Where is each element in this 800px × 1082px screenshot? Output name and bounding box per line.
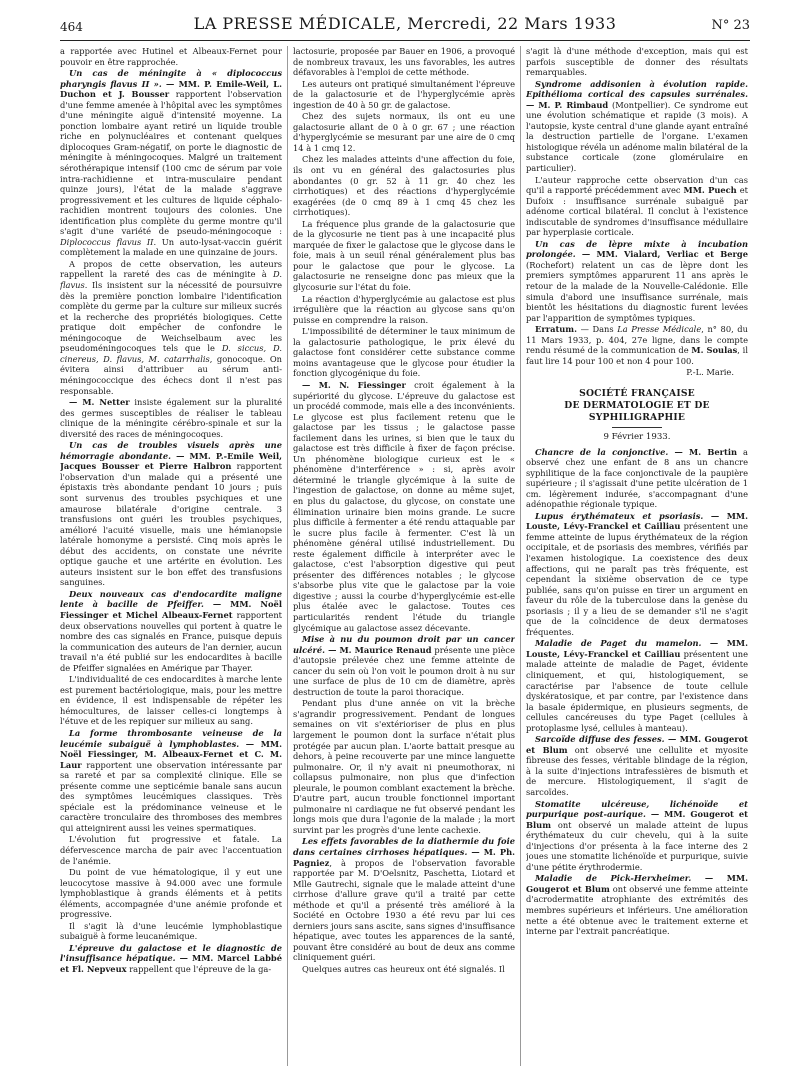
page-number: 464 — [60, 20, 83, 34]
column-left — [60, 46, 282, 1076]
paragraph: Chez des sujets normaux, ils ont eu une galactosurie allant de 0 à 0 gr. 67 ; une réaction d'hyperglycémie se mesurant par une aire de 0 cmq 14 à 1 cmq 12. — [293, 111, 515, 153]
article-authors: — M. Bertin — [668, 446, 738, 457]
paragraph: L'individualité de ces endocardites à marche lente est purement bactériologique, mais, pour les mettre en évidence, il est indispensable de répéter les hémocultures, de laisser celles-ci longtemps à l'étuve et de les repiquer sur milieux au sang. — [60, 674, 282, 727]
paragraph: A propos de cette observation, les auteurs rappellent la rareté des cas de méningite à D. flavus. Ils insistent sur la nécessité de poursuivre dès la première ponction lombaire l'identification complète du germe par la culture sur milieux sucrés et la recherche des propriétés biologiques. Cette pratique doit empêcher de confondre le méningocoque de Weichselbaum avec les pseudoméningocoques tels que le D. siccus, D. cinereus, D. flavus, M. catarrhalis, gonocoque. On évitera ainsi d'attribuer au sérum anti-méningococcique des échecs dont il n'est pas responsable. — [60, 258, 282, 396]
article-title: Stomatite ulcéreuse, lichénoïde et purpurique post-aurique. — [526, 798, 748, 820]
article-authors: — MM. P.-Emile Weil, Jacques Bousser et Pierre Halbron — [60, 450, 282, 472]
article-lupus: Lupus érythémateux et psoriasis. — MM. Louste, Lévy-Franckel et Cailliau présentent une femme atteinte de lupus érythémateux de la région occipitale, et de psoriasis des membres, vérifiés par l'examen histologique. La coexistence des deux affections, qui ne paraît pas très fréquente, est cependant la sixième observation de ce type publiée, sans qu'on puisse en tirer un argument en faveur du rôle de la tuberculose dans la genèse du psoriasis ; il y a lieu de se demander s'il ne s'agit que de la coïncidence de deux dermatoses fréquentes. — [526, 510, 748, 637]
article-authors: — MM. Louste, Lévy-Franckel et Cailliau — [526, 510, 748, 532]
paragraph: L'auteur rapproche cette observation d'un cas qu'il a rapporté précédemment avec MM. Puech et Dufoix : insuffisance surrénale subaiguë par adénome cortical bilatéral. Il conclut à l'existence indiscutable de syndromes d'insuffisance médullaire par hyperplasie corticale. — [526, 174, 748, 238]
article-addisonien: Syndrome addisonien à évolution rapide. Epithélioma cortical des capsules surrénales. — M. P. Rimbaud (Montpellier). Ce syndrome eut une évolution schématique et rapide (3 mois). A l'autopsie, kyste central d'une glande ayant entraîné la destruction partielle de l'organe. L'examen histologique révéla un adénome malin bilatéral de la substance corticale (zone glomérulaire en particulier). — [526, 78, 748, 174]
issue-number: N° 23 — [711, 18, 750, 33]
article-endocardite: Deux nouveaux cas d'endocardite maligne lente à bacille de Pfeiffer. — MM. Noël Fiessinger et Michel Albeaux-Fernet rapportent deux observations nouvelles qui portent à quatre le nombre des cas signalés en France, puisque depuis la communication des auteurs de l'an dernier, aucun travail n'a été publié sur les endocardites à bacille de Pfeiffer signalées en Amérique par Thayer. — [60, 588, 282, 673]
paragraph: L'évolution fut progressive et fatale. La défervescence marcha de pair avec l'accentuation de l'anémie. — [60, 834, 282, 866]
header-rule — [60, 40, 750, 41]
article-stomatite: Stomatite ulcéreuse, lichénoïde et purpurique post-aurique. — MM. Gougerot et Blum ont observé un malade atteint de lupus érythémateux du cuir chevelu, qui à la suite d'injections d'or présenta à la face interne des 2 joues une stomatite lichénoïde et purpurique, suivie d'une pétite érythrodermie. — [526, 798, 748, 872]
paragraph: Du point de vue hématologique, il y eut une leucocytose massive à 94.000 avec une formule lymphoblastique à grands éléments et à petits éléments, accompagnée d'une anémie profonde et progressive. — [60, 867, 282, 920]
article-title: Un cas de lèpre mixte à incubation prolongée. — [526, 238, 748, 260]
article-authors: — M. Maurice Renaud — [325, 644, 432, 655]
article-authors: — M. Ph. Pagniez — [293, 847, 515, 868]
paragraph: — M. N. Fiessinger croit également à la supériorité du glycose. L'épreuve du galactose est un procédé commode, mais elle a des inconvénients. Le glycose est plus facilement retenu que le galactose par les tissus ; le galactose passe facilement dans les urines, si bien que le taux du galactose est très difficile à fixer de façon précise. Un phénomène biologique curieux est le « phénomène d'interférence » : si, après avoir déterminé le triangle glycémique à la suite de l'ingestion de galactose, on donne au même sujet, en plus du galactose, du glycose, on constate une élimination urinaire bien moins grande. Le sucre plus difficile à fermenter a été rendu attaquable par le sucre plus facile à fermenter. C'est là un phénomène général utilisé industriellement. Du reste également difficile à interpréter avec le galactose, c'est l'absorption digestive qui peut présenter des différences notables ; le glycose s'absorbe plus vite que le galactose par la voie digestive ; aussi la courbe d'hyperglycémie est-elle plus étalée avec le galactose. Toutes ces particularités rendent l'étude du triangle glycémique au galactose assez décevante. — [293, 379, 515, 633]
article-authors: — MM. Gougerot et Blum — [526, 873, 748, 894]
article-authors: — MM. Noël Fiessinger, M. Albeaux-Fernet et C. M. Laur — [60, 738, 282, 770]
paragraph: La réaction d'hyperglycémie au galactose est plus irrégulière que la réaction au glycose sans qu'on puisse en comprendre la raison. — [293, 293, 515, 325]
paragraph: lactosurie, proposée par Bauer en 1906, a provoqué de nombreux travaux, les uns favorables, les autres défavorables à l'emploi de cette méthode. — [293, 46, 515, 78]
session-date: 9 Février 1933. — [603, 431, 671, 442]
article-title: Deux nouveaux cas d'endocardite maligne lente à bacille de Pfeiffer. — [60, 588, 282, 610]
paragraph: Quelques autres cas heureux ont été signalés. Il — [302, 964, 505, 975]
article-leucemie: La forme thrombosante veineuse de la leucémie subaiguë à lymphoblastes. — MM. Noël Fiessinger, M. Albeaux-Fernet et C. M. Laur rapportent une observation intéressante par sa rareté et par sa complexité clinique. Elle se présente comme une septicémie banale sans aucun des symptômes leucémiques classiques. Très spéciale est la prédominance veineuse et le caractère tronculaire des thromboses des membres qui atteignirent aussi les veines spermatiques. — [60, 728, 282, 833]
article-title: L'épreuve du galactose et le diagnostic de l'insuffisance hépatique. — [60, 942, 282, 964]
article-title: Maladie de Pick-Herxheimer. — [535, 873, 692, 884]
article-title: Syndrome addisonien à évolution rapide. Epithélioma cortical des capsules surrénales. — [526, 78, 748, 100]
article-sarcoide: Sarcoïde diffuse des fesses. — MM. Gougerot et Blum ont observé une cellulite et myosite fibreuse des fesses, véritable blindage de la région, à la suite d'injections intrafessières de bismuth et de mercure. Histologiquement, il s'agit de sarcoïdes. — [526, 734, 748, 797]
erratum: Erratum. — Dans La Presse Médicale, n° 80, du 11 Mars 1933, p. 404, 27e ligne, dans le compte rendu résumé de la communication de M. Soulas, il faut lire 14 pour 100 et non 4 pour 100. — [526, 324, 748, 366]
article-chancre: Chancre de la conjonctive. — M. Bertin a observé chez une enfant de 8 ans un chancre syphilitique de la face conjonctivale de la paupière supérieure ; il s'agissait d'une petite ulcération de 1 cm. légèrement indurée, s'accompagnant d'une adénopathie régionale typique. — [526, 446, 748, 510]
article-title: Un cas de méningite à « diplococcus pharyngis flavus II ». — [60, 68, 282, 89]
article-galactose: L'épreuve du galactose et le diagnostic de l'insuffisance hépatique. — MM. Marcel Labbé et Fl. Nepveux rappellent que l'épreuve de la ga- — [60, 942, 282, 975]
article-title: Lupus érythémateux et psoriasis. — [535, 510, 704, 521]
article-title: Maladie de Paget du mamelon. — [535, 638, 702, 649]
article-pick-herxheimer: Maladie de Pick-Herxheimer. — MM. Gougerot et Blum ont observé une femme atteinte d'acrodermatite atrophiante des extrémités des membres supérieurs et inférieurs. Une amélioration nette a été obtenue avec le traitement externe et interne par l'extrait pancréatique. — [526, 873, 748, 937]
society-heading: SOCIÉTÉ FRANÇAISE DE DERMATOLOGIE ET DE SYPHILIGRAPHIE — [564, 387, 710, 423]
article-poumon: Mise à nu du poumon droit par un cancer ulcéré. — M. Maurice Renaud présente une pièce d'autopsie prélevée chez une femme atteinte de cancer du sein où l'on voit le poumon droit à nu sur une surface de plus de 10 cm de diamètre, après destruction de toute la paroi thoracique. — [293, 634, 515, 697]
article-meningite: Un cas de méningite à « diplococcus pharyngis flavus II ». — MM. P. Emile-Weil, L. Duchon et J. Bousser rapportent l'observation d'une femme amenée à l'hôpital avec les symptômes d'une méningite aiguë d'intensité moyenne. La ponction lombaire ayant retiré un liquide trouble riche en polynucléaires et contenant quelques diplocoques Gram-négatif, on porte le diagnostic de méningite à méningocoques. Malgré un traitement sérothérapique intensif (100 cmc de sérum par voie intra-rachidienne et intra-musculaire pendant quinze jours), l'état de la malade s'aggrave progressivement et les cultures de liquide céphalo-rachidien montrent toujours des colonies. Une identification plus complète du germe montre qu'il s'agit d'une variété de pseudo-méningocoque : Diplococcus flavus II. Un auto-lysat-vaccin guérit complètement la malade en une quinzaine de jours. — [60, 68, 282, 258]
journal-title: LA PRESSE MÉDICALE, Mercredi, 22 Mars 1933 — [193, 14, 617, 33]
paragraph: L'impossibilité de déterminer le taux minimum de la galactosurie pathologique, le prix élevé du galactose font considérer cette substance comme moins avantageuse que le glycose pour étudier la fonction glycogénique du foie. — [293, 326, 515, 379]
column-middle — [293, 46, 515, 1076]
article-title: Mise à nu du poumon droit par un cancer ulcéré. — [293, 634, 515, 655]
article-diathermie: Les effets favorables de la diathermie du foie dans certaines cirrhoses hépatiques. — M. Ph. Pagniez, à propos de l'observation favorable rapportée par M. D'Oelsnitz, Paschetta, Liotard et Mlle Gautrechi, signale que le malade atteint d'une cirrhose d'allure grave qu'il a traité par cette méthode et qu'il a présenté très amélioré à la Société en Octobre 1930 a été revu par lui ces derniers jours sans ascite, sans signes d'insuffisance hépatique, avec toutes les apparences de la santé, pouvant être considéré au bout de deux ans comme cliniquement guéri. — [293, 836, 515, 963]
article-lepre: Un cas de lèpre mixte à incubation prolongée. — MM. Vialard, Verliac et Berge (Rochefort) relatent un cas de lèpre dont les premiers symptômes apparurent 11 ans après le retour de la malade de la Nouvelle-Calédonie. Elle simula d'abord une insuffisance surrénale, mais bientôt les hésitations du diagnostic furent levées par l'apparition de symptômes typiques. — [526, 238, 748, 323]
article-title: Chancre de la conjonctive. — [535, 446, 669, 457]
article-authors: — MM. Gougerot et Blum — [526, 809, 748, 830]
article-authors: — M. P. Rimbaud — [526, 99, 609, 110]
article-authors: — MM. P. Emile-Weil, L. Duchon et J. Bousser — [60, 78, 282, 100]
paragraph: Il s'agit là d'une leucémie lymphoblastique subaiguë à forme leucanémique. — [60, 920, 282, 942]
column-right — [526, 46, 748, 1076]
article-paget: Maladie de Paget du mamelon. — MM. Louste, Lévy-Franckel et Cailliau présentent une malade atteinte de maladie de Paget, évidente cliniquement, et qui, histologiquement, se caractérise par l'absence de toute cellule dyskératosique, et par contre, par l'existence dans la basale épidermique, en plusieurs segments, de cellules cancéreuses du type Paget (cellules à protoplasme lysé, cellules à manteau). — [526, 638, 748, 733]
column-divider — [287, 46, 288, 1066]
paragraph: La fréquence plus grande de la galactosurie que de la glycosurie ne tient pas à une incapacité plus marquée de fixer le galactose que le glycose dans le foie, mais à un seuil rénal généralement plus bas pour le galactose que pour le glycose. La galactosurie ne renseigne donc pas mieux que la glycosurie sur l'état du foie. — [293, 218, 515, 293]
article-title: Sarcoïde diffuse des fesses. — [535, 734, 665, 745]
column-divider — [520, 46, 521, 1066]
article-title: La forme thrombosante veineuse de la leucémie subaiguë à lymphoblastes. — [60, 728, 282, 749]
article-authors: — MM. Vialard, Verliac et Berge — [575, 249, 748, 260]
signature: P.-L. Marie. — [686, 367, 734, 378]
paragraph: Pendant plus d'une année on vit la brèche s'agrandir progressivement. Pendant de longues semaines on vit s'extérioriser de plus en plus largement le poumon dont la surface n'était plus protégée par aucun plan. L'aorte battait presque au dehors, à peine recouverte par une mince languette pulmonaire. Or, il n'y avait ni pneumothorax, ni collapsus pulmonaire, non plus que d'infection pleurale, le poumon comblant exactement la brèche. D'autre part, aucun trouble fonctionnel important pulmonaire ni cardiaque ne fut observé pendant les longs mois que dura l'agonie de la malade ; la mort survint par les progrès d'une lente cachexie. — [293, 698, 515, 835]
article-authors: — MM. Noël Fiessinger et Michel Albeaux-Fernet — [60, 599, 282, 620]
article-title: Un cas de troubles visuels après une hémorragie abondante. — [60, 440, 282, 461]
paragraph: Chez les malades atteints d'une affection du foie, ils ont vu en général des galactosuries plus abondantes (0 gr. 52 à 11 gr. 40 chez les cirrhotiques) et des réactions d'hyperglycémie exagérées (de 0 cmq 89 à 1 cmq 45 chez les cirrhotiques). — [293, 154, 515, 218]
article-authors: — MM. Marcel Labbé et Fl. Nepveux — [60, 953, 282, 975]
paragraph: s'agit là d'une méthode d'exception, mais qui est parfois susceptible de donner des résultats remarquables. — [526, 46, 748, 78]
article-troubles-visuels: Un cas de troubles visuels après une hémorragie abondante. — MM. P.-Emile Weil, Jacques Bousser et Pierre Halbron rapportent l'observation d'un malade qui a présenté une épistaxis très abondante pendant 10 jours ; puis sont survenus des troubles psychiques et une amaurose bilatérale d'origine centrale. 3 transfusions ont guéri les troubles psychiques, amélioré l'acuité visuelle, mais une hémianopsie latérale homonyme a persisté. Cinq mois après le début des accidents, on constate une névrite optique gauche et une artérite en évolution. Les auteurs insistent sur le bon effet des transfusions sanguines. — [60, 440, 282, 588]
paragraph: a rapportée avec Hutinel et Albeaux-Fernet pour pouvoir en être rapprochée. — [60, 46, 282, 67]
section-rule — [612, 427, 662, 428]
article-authors: — MM. Gougerot et Blum — [526, 734, 748, 755]
paragraph: Les auteurs ont pratiqué simultanément l'épreuve de la galactosurie et de l'hyperglycémie après ingestion de 40 à 50 gr. de galactose. — [293, 78, 515, 110]
article-authors: — MM. Louste, Lévy-Franckel et Cailliau — [526, 638, 748, 659]
running-header — [60, 14, 750, 38]
article-title: Les effets favorables de la diathermie du foie dans certaines cirrhoses hépatiques. — [293, 836, 515, 858]
paragraph: — M. Netter insiste également sur la pluralité des germes susceptibles de réaliser le tableau clinique de la méningite cérébro-spinale et sur la diversité des races de méningocoques. — [60, 397, 282, 439]
